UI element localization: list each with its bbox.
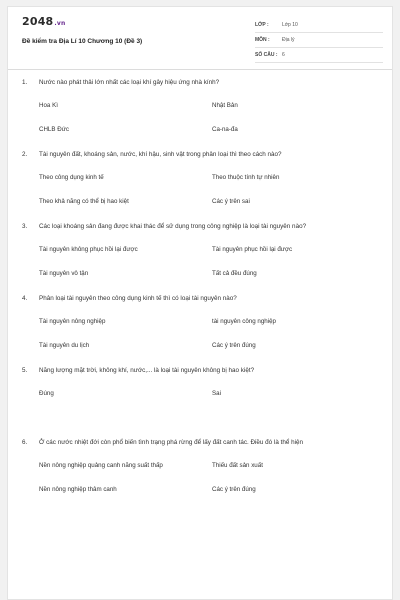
answer-option[interactable]: Sai <box>212 390 221 397</box>
answer-option[interactable]: Theo khả năng có thể bị hao kiệt <box>39 198 129 205</box>
answer-option[interactable]: Thiếu đất sản xuất <box>212 462 263 469</box>
question-number: 2. <box>22 151 28 158</box>
answer-option[interactable]: Theo thuộc tính tự nhiên <box>212 174 280 181</box>
question-3 <box>8 223 392 295</box>
question-number: 1. <box>22 79 28 86</box>
answer-option[interactable]: Đúng <box>39 390 54 397</box>
question-2 <box>8 151 392 223</box>
answer-option[interactable]: Tài nguyên không phục hồi lại được <box>39 246 138 253</box>
answer-option[interactable]: Tài nguyên du lịch <box>39 342 90 349</box>
answer-option[interactable]: Các ý trên đúng <box>212 342 256 349</box>
meta-value: Địa lý <box>282 37 295 43</box>
question-header <box>22 439 382 446</box>
answer-option[interactable]: Nền nông nghiệp quảng canh năng suất thấp <box>39 462 163 469</box>
quiz-meta <box>255 18 383 63</box>
question-text: Các loại khoáng sản đang được khai thác để sử dụng trong công nghiệp là loại tài nguyên nào? <box>39 223 307 230</box>
question-4 <box>8 295 392 367</box>
site-logo[interactable] <box>22 15 65 28</box>
question-number: 6. <box>22 439 28 446</box>
meta-value: Lớp 10 <box>282 22 298 28</box>
meta-class <box>255 18 383 33</box>
answer-option[interactable]: Tài nguyên vô tận <box>39 270 89 277</box>
question-text: Ở các nước nhiệt đới còn phổ biến tình trạng phá rừng để lấy đất canh tác. Điều đó là thể hiện <box>39 439 303 446</box>
question-1 <box>8 79 392 151</box>
answer-option[interactable]: Tài nguyên nông nghiệp <box>39 318 106 325</box>
answer-option[interactable]: Theo công dụng kinh tế <box>39 174 104 181</box>
answer-option[interactable]: Các ý trên sai <box>212 198 250 205</box>
question-number: 3. <box>22 223 28 230</box>
meta-question-count <box>255 48 383 63</box>
page-header <box>8 7 392 70</box>
question-6 <box>8 439 392 511</box>
answer-option[interactable]: Các ý trên đúng <box>212 486 256 493</box>
answer-option[interactable]: CHLB Đức <box>39 126 69 133</box>
answer-option[interactable]: tài nguyên công nghiệp <box>212 318 276 325</box>
question-5 <box>8 367 392 439</box>
answer-option[interactable]: Hoa Kì <box>39 102 58 109</box>
answer-option[interactable]: Nền nông nghiệp thâm canh <box>39 486 117 493</box>
logo-text: 2048 <box>22 15 54 28</box>
meta-value: 6 <box>282 52 285 58</box>
question-header <box>22 367 382 374</box>
question-number: 5. <box>22 367 28 374</box>
question-text: Nước nào phát thải lớn nhất các loại khí gây hiệu ứng nhà kính? <box>39 79 220 86</box>
question-list <box>8 79 392 511</box>
answer-option[interactable]: Nhật Bản <box>212 102 238 109</box>
meta-label: SỐ CÂU : <box>255 52 278 58</box>
meta-label: MÔN : <box>255 37 270 43</box>
question-header <box>22 151 382 158</box>
question-text: Tài nguyên đất, khoáng sản, nước, khí hậu, sinh vật trong phân loại thì theo cách nào? <box>39 151 282 158</box>
answer-option[interactable]: Ca-na-đa <box>212 126 238 133</box>
question-header <box>22 295 382 302</box>
answer-option[interactable]: Tài nguyên phục hồi lại được <box>212 246 293 253</box>
question-header <box>22 79 382 86</box>
answer-option[interactable]: Tất cả đều đúng <box>212 270 257 277</box>
question-text: Phân loại tài nguyên theo công dụng kinh tế thì có loại tài nguyên nào? <box>39 295 237 302</box>
meta-subject <box>255 33 383 48</box>
logo-domain: .vn <box>54 20 66 27</box>
question-number: 4. <box>22 295 28 302</box>
question-header <box>22 223 382 230</box>
page-title: Đề kiểm tra Địa Lí 10 Chương 10 (Đề 3) <box>22 38 143 45</box>
quiz-page <box>7 6 393 600</box>
question-text: Năng lượng mặt trời, không khí, nước,... là loại tài nguyên không bị hao kiệt? <box>39 367 255 374</box>
meta-label: LỚP : <box>255 22 269 28</box>
